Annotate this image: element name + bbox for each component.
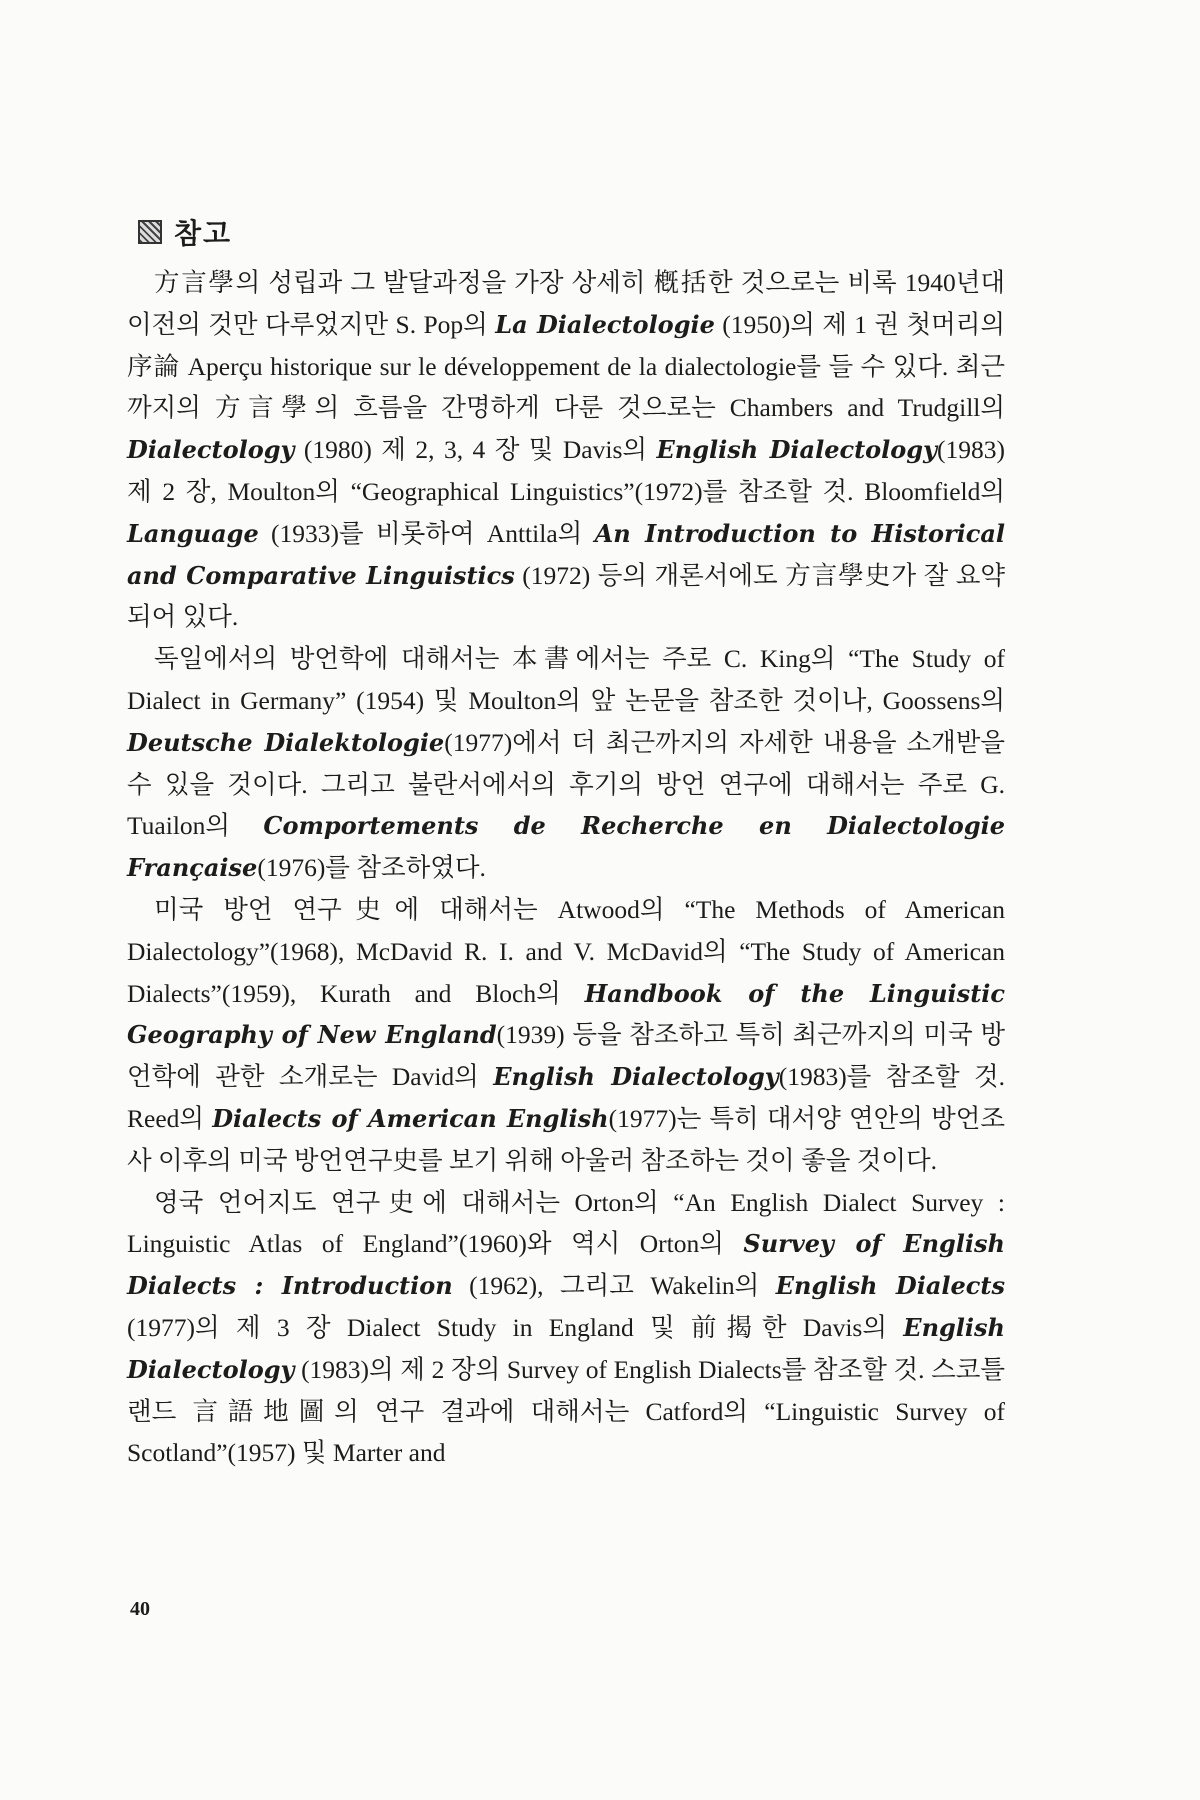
- italic-title: Comportements de Recherche en Dialectologie Française: [127, 811, 1005, 883]
- paragraph-2: [127, 638, 1005, 889]
- text-run: (1977)의 제 3 장 Dialect Study in England 및 前揭한 Davis의: [127, 1312, 904, 1342]
- section-heading: [138, 212, 232, 252]
- hatched-square-icon: [138, 220, 162, 244]
- italic-title: Dialects of American English: [212, 1103, 609, 1133]
- text-run: (1950)의 제 1 권 첫머리의 序論 Aperçu historique sur le développement de la dialectologie를 들 수 있다. 최근까지의 方言學의 흐름을 간명하게 다룬 것으로는 Chambers and Trudgill의: [127, 309, 1005, 423]
- text-run: (1939) 등을 참조하고 특히 최근까지의 미국 방언학에 관한 소개로는 David의: [127, 1020, 1005, 1092]
- italic-title: Handbook of the Linguistic Geography of New England: [127, 978, 1006, 1050]
- text-run: 미국 방언 연구史에 대해서는 Atwood의 “The Methods of American Dialectology”(1968), McDavid R. I. and V. McDavid의 “The Study of American Dialects”(1959), Kurath and Bloch의: [127, 894, 1005, 1008]
- text-run: (1983) 제 2 장, Moulton의 “Geographical Linguistics”(1972)를 참조할 것. Bloomfield의: [127, 435, 1006, 506]
- text-run: 方言學의 성립과 그 발달과정을 가장 상세히 槪括한 것으로는 비록 1940년대 이전의 것만 다루었지만 S. Pop의: [127, 268, 1005, 339]
- text-run: (1976)를 참조하였다.: [257, 853, 486, 883]
- italic-title: La Dialectologie: [495, 309, 715, 339]
- text-run: (1980) 제 2, 3, 4 장 및 Davis의: [294, 435, 657, 465]
- paragraph-1: [127, 262, 1005, 638]
- italic-title: An Introduction to Historical and Comparative Linguistics: [127, 518, 1006, 590]
- paragraph-4: [127, 1182, 1005, 1475]
- text-run: (1983)를 참조할 것. Reed의: [127, 1062, 1005, 1133]
- heading-text: 참고: [174, 219, 233, 250]
- italic-title: English Dialectology: [656, 435, 938, 465]
- text-run: (1933)를 비롯하여 Anttila의: [258, 518, 595, 548]
- italic-title: English Dialects: [775, 1271, 1005, 1301]
- italic-title: Language: [127, 518, 259, 548]
- text-run: 영국 언어지도 연구史에 대해서는 Orton의 “An English Dialect Survey : Linguistic Atlas of England”(1960)와 역시 Orton의: [127, 1187, 1005, 1259]
- paragraph-3: [127, 889, 1005, 1182]
- text-run: (1977)는 특히 대서양 연안의 방언조사 이후의 미국 방언연구史를 보기 위해 아울러 참조하는 것이 좋을 것이다.: [127, 1103, 1005, 1175]
- italic-title: Survey of English Dialects : Introduction: [127, 1229, 1005, 1301]
- italic-title: English Dialectology: [493, 1062, 779, 1092]
- italic-title: English Dialectology: [127, 1312, 1005, 1384]
- text-run: (1972) 등의 개론서에도 方言學史가 잘 요약되어 있다.: [127, 560, 1005, 632]
- italic-title: Dialectology: [127, 435, 295, 465]
- body-text: [127, 262, 1005, 1474]
- text-run: (1983)의 제 2 장의 Survey of English Dialects를 참조할 것. 스코틀랜드 言語地圖의 연구 결과에 대해서는 Catford의 “Linguistic Survey of Scotland”(1957) 및 Marter and: [127, 1354, 1005, 1468]
- page-number: 40: [130, 1598, 150, 1620]
- italic-title: Deutsche Dialektologie: [127, 727, 445, 757]
- text-run: (1977)에서 더 최근까지의 자세한 내용을 소개받을 수 있을 것이다. 그리고 불란서에서의 후기의 방언 연구에 대해서는 주로 G. Tuailon의: [127, 727, 1005, 841]
- text-run: 독일에서의 방언학에 대해서는 本書에서는 주로 C. King의 “The Study of Dialect in Germany” (1954) 및 Moulton의 앞 논문을 참조한 것이나, Goossens의: [127, 644, 1005, 715]
- text-run: (1962), 그리고 Wakelin의: [452, 1271, 776, 1301]
